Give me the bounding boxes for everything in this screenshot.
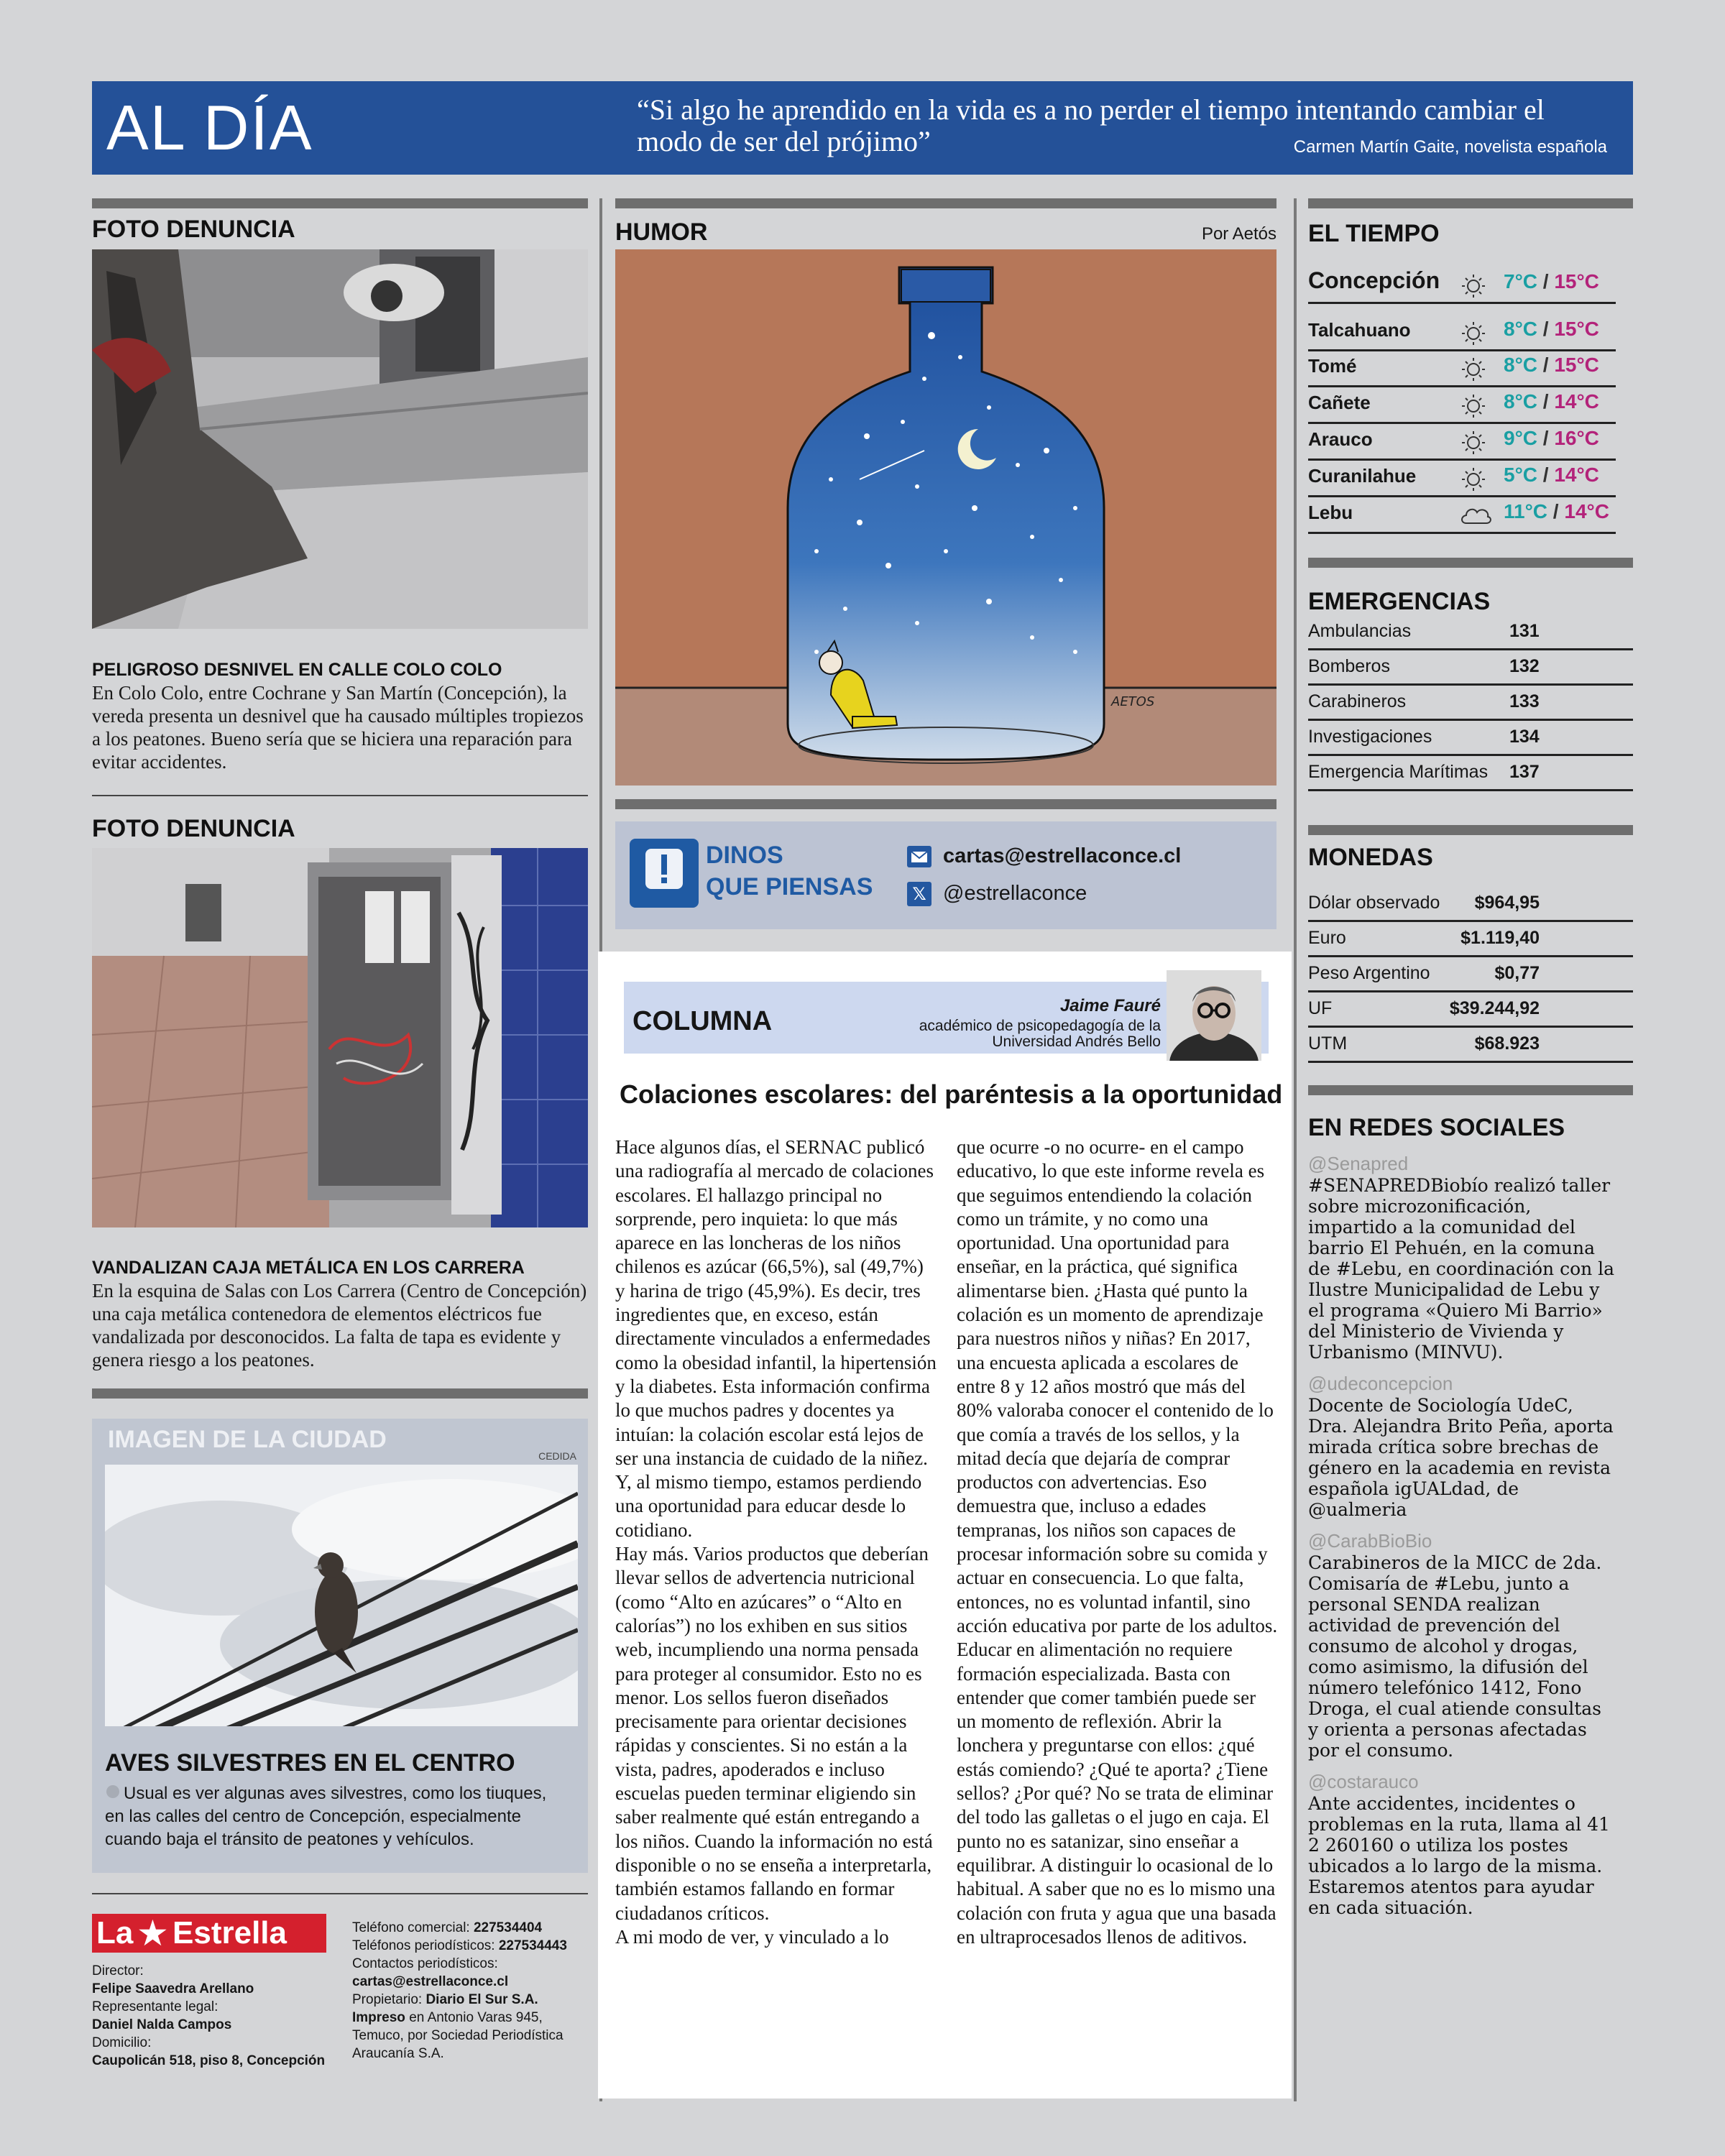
humor-heading: HUMOR xyxy=(615,218,708,246)
city-name: Cañete xyxy=(1308,392,1371,413)
city-name: Talcahuano xyxy=(1308,319,1411,341)
tel-comercial-label: Teléfono comercial: xyxy=(352,1920,470,1935)
temp-max: 14°C xyxy=(1564,500,1609,522)
temp-max: 16°C xyxy=(1554,427,1599,449)
propietario: Diario El Sur S.A. xyxy=(426,1992,538,2007)
social-handle[interactable]: @CarabBioBio xyxy=(1308,1530,1432,1552)
service-name: Investigaciones xyxy=(1308,727,1432,747)
impreso: en Antonio Varas 945, Temuco, por Sociedad Periodística Araucanía S.A. xyxy=(352,2010,564,2061)
sun-icon xyxy=(1459,427,1488,456)
section-rule xyxy=(1308,1085,1633,1095)
phone-number[interactable]: 131 xyxy=(1509,621,1540,641)
author-role: académico de psicopedagogía de la xyxy=(919,1018,1161,1034)
weather-row xyxy=(1308,349,1616,387)
temperature xyxy=(1504,390,1599,413)
footer-right xyxy=(352,1919,589,2063)
story-text: Usual es ver algunas aves silvestres, como los tiuques, en las calles del centro de Concepción, especialmente cuando baja el tránsito de peatones y vehículos. xyxy=(105,1784,547,1849)
currency-value: $1.119,40 xyxy=(1460,928,1540,948)
currency-row xyxy=(1308,885,1633,922)
temp-sep: / xyxy=(1547,500,1565,522)
temp-max: 15°C xyxy=(1554,354,1599,376)
rep-label: Representante legal: xyxy=(92,1999,218,2014)
tel-periodistico: 227534443 xyxy=(498,1938,567,1953)
temperature xyxy=(1504,427,1599,450)
quote-author: Carmen Martín Gaite, novelista española xyxy=(1293,137,1607,157)
sun-icon xyxy=(1459,464,1488,492)
dinos-email[interactable]: cartas@estrellaconce.cl xyxy=(943,844,1182,867)
city-name: Tomé xyxy=(1308,355,1357,377)
sidewalk-photo xyxy=(92,249,588,629)
author-name: Jaime Fauré xyxy=(1059,996,1161,1015)
currency-name: UF xyxy=(1308,998,1333,1018)
weather-row xyxy=(1308,313,1616,351)
propietario-label: Propietario: xyxy=(352,1992,423,2007)
temperature xyxy=(1504,354,1599,377)
currency-value: $68.923 xyxy=(1474,1033,1540,1054)
foto-denuncia-heading: FOTO DENUNCIA xyxy=(92,216,295,243)
temp-min: 7°C xyxy=(1504,270,1537,292)
service-name: Bomberos xyxy=(1308,656,1390,676)
temp-max: 14°C xyxy=(1554,390,1599,413)
photo-credit: CEDIDA xyxy=(538,1450,576,1462)
temp-min: 8°C xyxy=(1504,354,1537,376)
currency-row xyxy=(1308,956,1633,992)
tel-comercial: 227534404 xyxy=(473,1920,543,1935)
tiempo-heading: EL TIEMPO xyxy=(1308,220,1440,247)
masthead-quote: “Si algo he aprendido en la vida es a no perder el tiempo intentando cambiar el modo de ser del prójimo” xyxy=(637,93,1545,157)
imagen-heading: IMAGEN DE LA CIUDAD xyxy=(108,1426,387,1453)
temperature xyxy=(1504,318,1599,341)
phone-number[interactable]: 133 xyxy=(1509,691,1540,711)
temp-sep: / xyxy=(1537,354,1555,376)
city-name: Curanilahue xyxy=(1308,465,1417,487)
social-handle[interactable]: @udeconcepcion xyxy=(1308,1373,1453,1394)
temp-max: 15°C xyxy=(1554,318,1599,340)
paragraph: que ocurre -o no ocurre- en el campo educativo, lo que este informe revela es que seguimos entendiendo la colación como un trámite, y no como una oportunidad. Una oportunidad para enseñar, en la práctica, qué significa alimentarse bien. ¿Hasta qué punto la colación es un momento de aprendizaje para nuestros niños y niñas? En 2017, una encuesta aplicada a escolares de entre 8 y 12 años mostró que más del 80% valoraba conocer el contenido de lo que comía a través de los sellos, y la mitad decía que dejaría de comprar productos con advertencias. Eso demuestra que, incluso a edades tempranas, los niños son capaces de procesar información sobre su comida y actuar en consecuencia. Lo que falta, entonces, no es voluntad infantil, sino acción educativa por parte de los adultos. xyxy=(957,1136,1278,1636)
temperature xyxy=(1504,464,1599,487)
sun-icon xyxy=(1459,318,1488,346)
temp-min: 11°C xyxy=(1504,500,1548,522)
dinos-twitter[interactable]: @estrellaconce xyxy=(943,882,1087,905)
story-title: AVES SILVESTRES EN EL CENTRO xyxy=(105,1749,515,1777)
currency-name: Euro xyxy=(1308,928,1346,948)
footer-left xyxy=(92,1962,329,2070)
column-col2 xyxy=(957,1135,1279,1949)
temp-min: 8°C xyxy=(1504,390,1537,413)
emergencias-heading: EMERGENCIAS xyxy=(1308,588,1491,615)
story-text: En Colo Colo, entre Cochrane y San Martín (Concepción), la vereda presenta un desnivel que ha causado múltiples tropiezos a los peatones. Bueno sería que se hiciera una reparación para evitar accidentes. xyxy=(92,682,584,773)
imagen-ciudad-box xyxy=(92,1419,588,1873)
humor-byline: Por Aetós xyxy=(1201,224,1276,244)
estrella-logo xyxy=(92,1914,326,1953)
redes-heading: EN REDES SOCIALES xyxy=(1308,1114,1565,1141)
temp-max: 14°C xyxy=(1554,464,1599,486)
temp-sep: / xyxy=(1537,318,1555,340)
section-rule xyxy=(92,1388,588,1399)
paragraph: A mi modo de ver, y vinculado a lo xyxy=(615,1925,889,1948)
emergency-row xyxy=(1308,755,1633,791)
paragraph: Educar en alimentación no requiere formación especializada. Basta con entender que comer también puede ser un momento de reflexión. Abrir la lonchera y preguntarse con ellos: ¿qué estás comiendo? ¿Qué te aporta? ¿Tiene sellos? ¿Por qué? No se trata de eliminar del todo las galletas o el jugo en caja. El punto no es satanizar, sino enseñar a equilibrar. A distinguir lo ocasional de lo habitual. A saber que no es lo mismo una colación con fruta y agua que una basada en ultraprocesados llenos de aditivos. xyxy=(957,1639,1276,1948)
section-rule xyxy=(92,198,588,208)
story-title: PELIGROSO DESNIVEL EN CALLE COLO COLO xyxy=(92,660,502,680)
social-text: Ante accidentes, incidentes o problemas en la ruta, llama al 41 2 260160 o utiliza los postes ubicados a lo largo de la misma. Estaremos atentos para ayudar en cada situación. xyxy=(1308,1793,1610,1918)
social-post xyxy=(1308,1153,1617,1363)
domicilio: Caupolicán 518, piso 8, Concepción xyxy=(92,2053,326,2068)
emergency-row xyxy=(1308,684,1633,721)
temperature xyxy=(1504,500,1609,523)
weather-row xyxy=(1308,386,1616,424)
director-name: Felipe Saavedra Arellano xyxy=(92,1981,254,1996)
phone-number[interactable]: 132 xyxy=(1509,656,1540,676)
temp-max: 15°C xyxy=(1554,270,1599,292)
foto-denuncia-heading: FOTO DENUNCIA xyxy=(92,815,295,842)
monedas-heading: MONEDAS xyxy=(1308,844,1433,871)
weather-row xyxy=(1308,266,1616,304)
social-post xyxy=(1308,1771,1617,1918)
social-text: Docente de Sociología UdeC, Dra. Alejandra Brito Peña, aporta mirada crítica sobre brechas de género en la academia en revista española igUALdad, de @ualmeria xyxy=(1308,1395,1614,1520)
social-text: Carabineros de la MICC de 2da. Comisaría de #Lebu, junto a personal SENDA realizan actividad de prevención del consumo de alcohol y drogas, como asimismo, la difusión del número telefónico 1412, Fono Droga, el cual atiende consultas y orienta a personas afectadas por el consumo. xyxy=(1308,1552,1602,1761)
city-name: Arauco xyxy=(1308,428,1373,450)
story-text: En la esquina de Salas con Los Carrera (Centro de Concepción) una caja metálica contenedora de elementos eléctricos fue vandalizada por desconocidos. La falta de tapa es evidente y genera riesgo a los peatones. xyxy=(92,1280,587,1370)
cartoon-signature: AETOS xyxy=(1111,694,1155,709)
story-title: VANDALIZAN CAJA METÁLICA EN LOS CARRERA xyxy=(92,1258,525,1278)
currency-name: Peso Argentino xyxy=(1308,963,1430,983)
city-name: Lebu xyxy=(1308,502,1353,523)
temp-min: 9°C xyxy=(1504,427,1537,449)
tel-periodistico-label: Teléfonos periodísticos: xyxy=(352,1938,495,1953)
currency-name: Dólar observado xyxy=(1308,893,1440,913)
emergency-row xyxy=(1308,719,1633,756)
temp-sep: / xyxy=(1537,390,1555,413)
dinos-line2: QUE PIENSAS xyxy=(706,873,873,900)
metal-box-photo xyxy=(92,848,588,1227)
impreso-label: Impreso xyxy=(352,2010,405,2025)
weather-row xyxy=(1308,496,1616,534)
temperature xyxy=(1504,270,1599,293)
city-name: Concepción xyxy=(1308,267,1440,293)
masthead xyxy=(92,81,1633,175)
columna-label: COLUMNA xyxy=(632,1006,773,1036)
section-rule xyxy=(1308,198,1633,208)
section-title: AL DÍA xyxy=(106,92,313,163)
section-rule xyxy=(1308,558,1633,568)
column-title: Colaciones escolares: del paréntesis a la oportunidad xyxy=(620,1079,1283,1109)
x-icon: 𝕏 xyxy=(907,882,932,906)
temp-sep: / xyxy=(1537,427,1555,449)
service-name: Carabineros xyxy=(1308,691,1407,711)
service-name: Ambulancias xyxy=(1308,621,1412,641)
social-post xyxy=(1308,1530,1617,1761)
temp-sep: / xyxy=(1537,270,1555,292)
currency-row xyxy=(1308,921,1633,957)
service-name: Emergencia Marítimas xyxy=(1308,762,1489,782)
currency-value: $39.244,92 xyxy=(1449,998,1540,1018)
sun-icon xyxy=(1459,390,1488,419)
mail-icon xyxy=(907,846,932,867)
humor-cartoon xyxy=(615,249,1276,786)
social-text: #SENAPREDBiobío realizó taller sobre microzonificación, impartido a la comunidad del barrio El Pehuén, en la comuna de #Lebu, en coordinación con la Ilustre Municipalidad de Lebu y el programa «Quiero Mi Barrio» del Ministerio de Vivienda y Urbanismo (MINVU). xyxy=(1308,1175,1615,1363)
logo-text-la: La xyxy=(96,1915,134,1950)
exclamation-icon xyxy=(630,839,699,908)
phone-number[interactable]: 137 xyxy=(1509,762,1540,782)
column-col1 xyxy=(615,1135,937,1949)
columna-header xyxy=(624,982,1269,1054)
currency-value: $0,77 xyxy=(1494,963,1540,983)
section-rule xyxy=(615,799,1276,809)
contactos-email[interactable]: cartas@estrellaconce.cl xyxy=(352,1974,509,1989)
social-post xyxy=(1308,1373,1617,1520)
currency-value: $964,95 xyxy=(1474,893,1540,913)
columna-box xyxy=(598,952,1292,2099)
phone-number[interactable]: 134 xyxy=(1509,727,1540,747)
section-rule xyxy=(1308,825,1633,835)
weather-row xyxy=(1308,459,1616,497)
redes-list xyxy=(1308,1153,1617,1928)
author-role: Universidad Andrés Bello xyxy=(992,1033,1161,1050)
emergency-row xyxy=(1308,649,1633,686)
temp-min: 8°C xyxy=(1504,318,1537,340)
currency-row xyxy=(1308,1026,1633,1063)
footer-divider xyxy=(92,1893,588,1894)
currency-row xyxy=(1308,991,1633,1028)
paragraph: Hace algunos días, el SERNAC publicó una radiografía al mercado de colaciones escolares. El hallazgo principal no sorprende, pero inquieta: lo que más aparece en las loncheras de los niños chilenos es azúcar (66,5%), sal (49,7%) y harina de trigo (45,9%). Es decir, tres ingredientes que, en exceso, están directamente vinculados a enfermedades como la obesidad infantil, la hipertensión y la diabetes. Esta información confirma lo que muchos padres y docentes ya intuían: la colación escolar está lejos de ser una instancia de cuidado de la niñez. Y, al mismo tiempo, estamos perdiendo una oportunidad para educar desde lo cotidiano. xyxy=(615,1136,937,1541)
domicilio-label: Domicilio: xyxy=(92,2035,152,2050)
sun-icon xyxy=(1459,354,1488,382)
weather-row xyxy=(1308,423,1616,461)
currency-name: UTM xyxy=(1308,1033,1348,1054)
dinos-banner xyxy=(615,821,1276,929)
contactos-label: Contactos periodísticos: xyxy=(352,1956,498,1971)
temp-min: 5°C xyxy=(1504,464,1537,486)
column-divider xyxy=(1294,198,1297,2101)
sun-icon xyxy=(1459,270,1488,299)
social-handle[interactable]: @Senapred xyxy=(1308,1153,1409,1174)
rep-name: Daniel Nalda Campos xyxy=(92,2017,232,2032)
cloud-icon xyxy=(1459,500,1488,529)
logo-text-estrella: Estrella xyxy=(172,1915,287,1950)
director-label: Director: xyxy=(92,1963,144,1978)
author-avatar xyxy=(1167,970,1261,1061)
star-icon: ★ xyxy=(137,1913,169,1953)
emergency-row xyxy=(1308,614,1633,650)
social-handle[interactable]: @costarauco xyxy=(1308,1771,1419,1792)
section-rule xyxy=(615,198,1276,208)
dinos-line1: DINOS xyxy=(706,842,783,869)
divider xyxy=(92,795,588,796)
paragraph: Hay más. Varios productos que deberían llevar sellos de advertencia nutricional (como “Alto en azúcares” o “Alto en calorías”) no los exhiben en sus sitios web, incumpliendo una norma pensada para proteger al consumidor. Esto no es menor. Los sellos fueron diseñados precisamente para orientar decisiones rápidas y conscientes. Si no están a la vista, padres, apoderados e incluso escuelas pueden terminar eligiendo sin saber realmente qué están entregando a los niños. Cuando la información no está disponible o no se enseña a interpretarla, también estamos fallando en formar ciudadanos críticos. xyxy=(615,1543,933,1924)
temp-sep: / xyxy=(1537,464,1555,486)
bird-photo xyxy=(105,1465,578,1726)
